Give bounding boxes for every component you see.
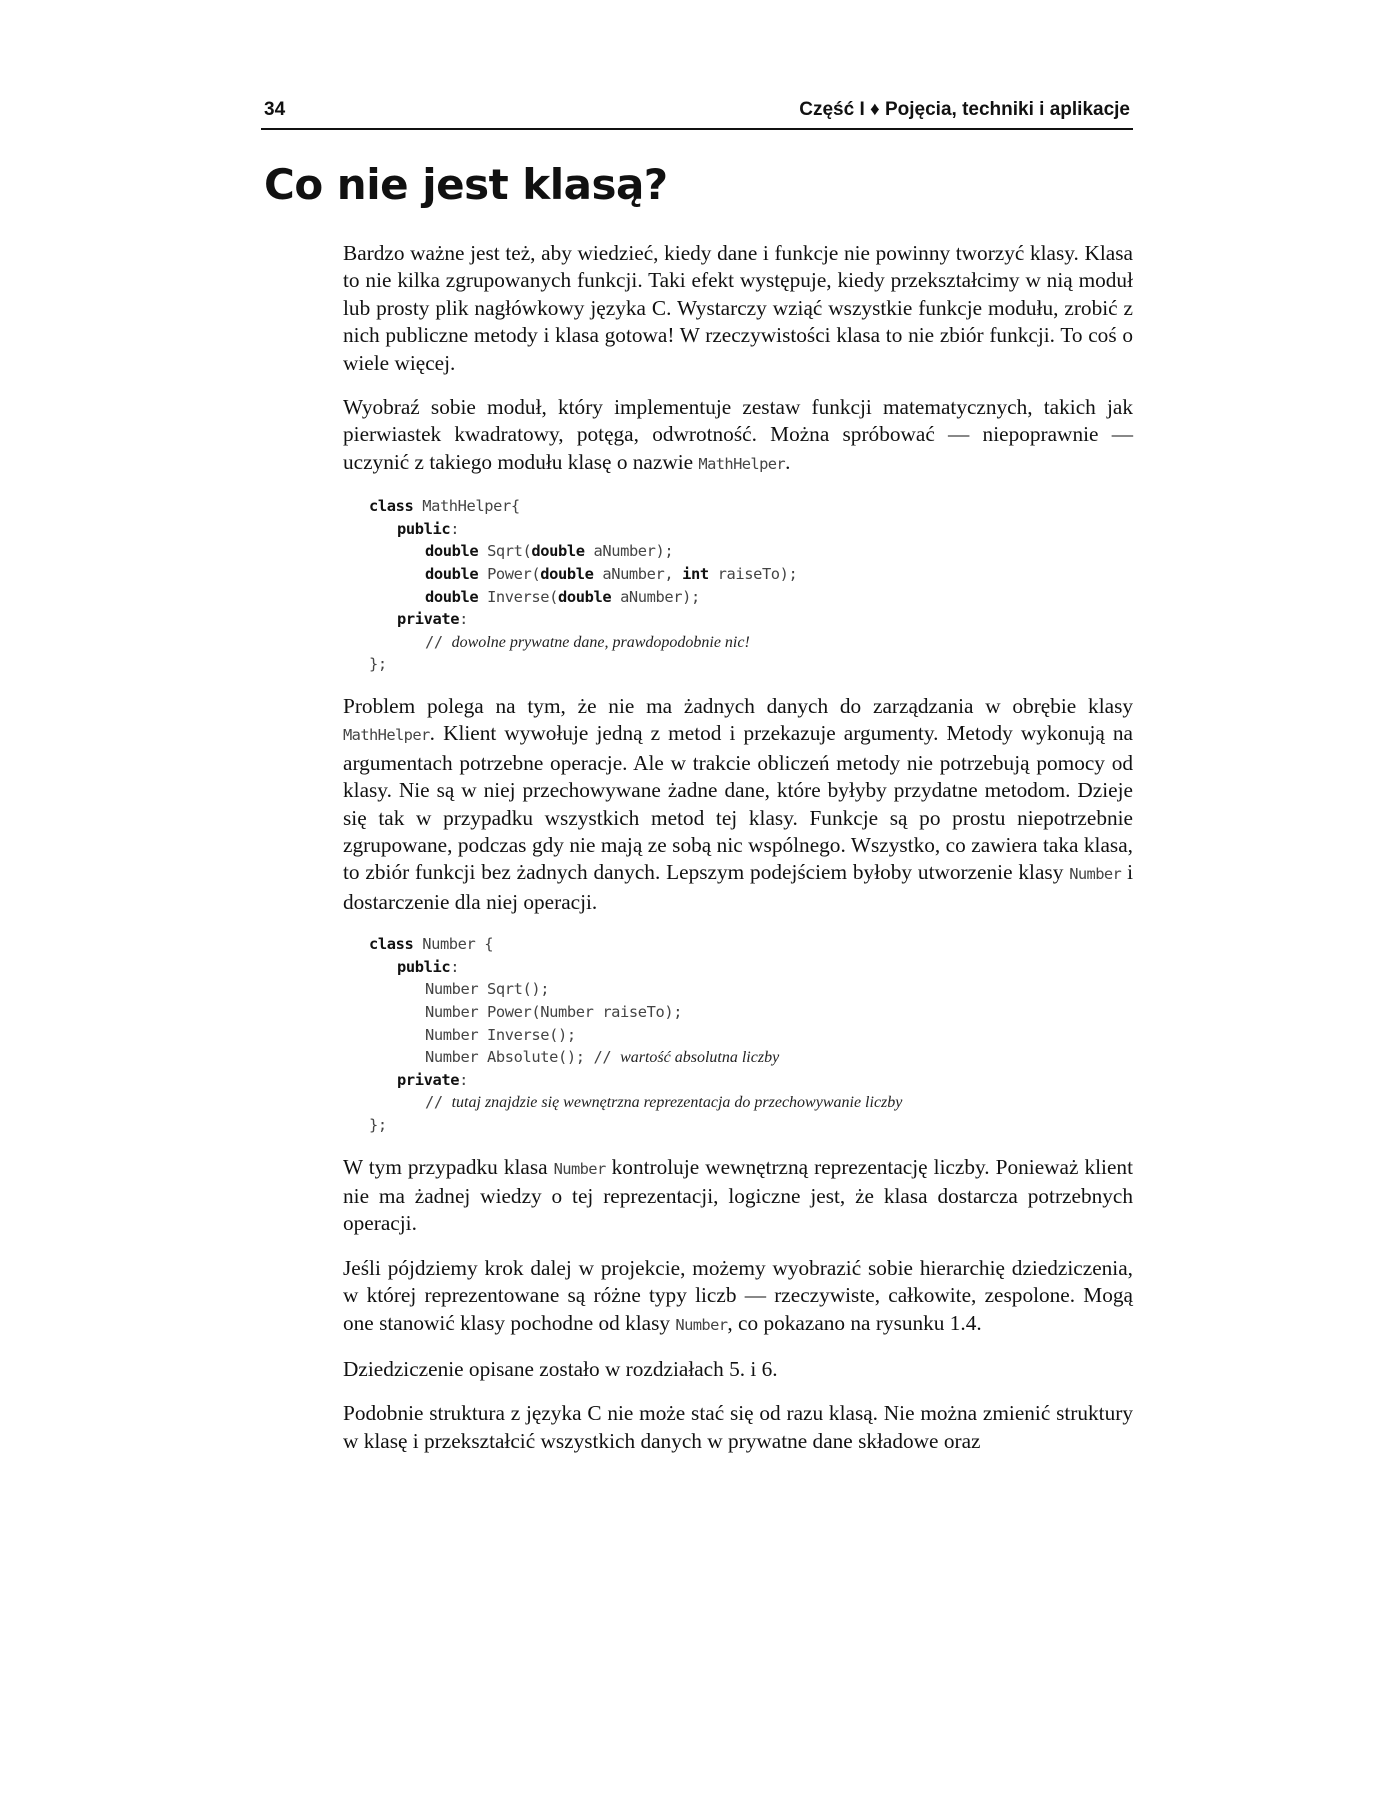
- code-block-mathhelper: [369, 495, 1133, 676]
- code-text: MathHelper{: [413, 497, 520, 516]
- code-line: [369, 653, 1133, 676]
- code-text: :: [450, 957, 460, 976]
- code-text: Sqrt(: [478, 542, 532, 561]
- code-text: :: [450, 519, 460, 538]
- inline-code: MathHelper: [343, 726, 430, 745]
- code-text: :: [459, 610, 468, 629]
- comment-slashes: //: [425, 632, 452, 651]
- code-line: [369, 1046, 1133, 1069]
- code-line: [369, 631, 1133, 654]
- code-line: [369, 978, 1133, 1001]
- text-span: Jeśli pójdziemy krok dalej w projekcie, możemy wyobrazić sobie hierarchię dziedziczenia, w której reprezentowane są różne typy liczb — rzeczywiste, całkowite, zespolone. Mogą one stanowić klasy pochodne od klasy: [343, 1255, 1133, 1335]
- code-keyword: double: [425, 587, 479, 606]
- code-line: [369, 1024, 1133, 1047]
- text-span: kontroluje wewnętrzną reprezentację liczby. Ponieważ klient nie ma żadnej wiedzy o tej reprezentacji, logiczne jest, że klasa dostarcza potrzebnych operacji.: [343, 1154, 1133, 1236]
- code-line: [369, 495, 1133, 518]
- paragraph-3: [343, 693, 1133, 916]
- comment-slashes: //: [425, 1093, 452, 1112]
- inline-code: Number: [1069, 865, 1122, 884]
- code-block-number: [369, 933, 1133, 1136]
- code-text: };: [369, 655, 387, 674]
- page-number: 34: [264, 99, 286, 120]
- section-title: Co nie jest klasą?: [264, 160, 668, 209]
- code-keyword: private: [397, 1070, 460, 1089]
- page-header: [261, 96, 1133, 130]
- code-text: Number Absolute(); //: [425, 1048, 621, 1067]
- code-keyword: class: [369, 497, 414, 516]
- body-text: [343, 240, 1133, 1472]
- code-keyword: public: [397, 957, 451, 976]
- paragraph-6: Dziedziczenie opisane zostało w rozdziałach 5. i 6.: [343, 1357, 778, 1382]
- text-span: W tym przypadku klasa: [343, 1154, 554, 1179]
- code-line: [369, 1091, 1133, 1114]
- code-line: [369, 540, 1133, 563]
- text-span: . Klient wywołuje jedną z metod i przekazuje argumenty. Metody wykonują na argumentach potrzebne operacje. Ale w trakcie obliczeń metody nie potrzebują pomocy od klasy. Nie są w niej przechowywane żadne dane, które byłyby przydatne metodom. Dzieje się tak w przypadku wszystkich metod tej klasy. Funkcje są po prostu niepotrzebnie zgrupowane, podczas gdy nie mają ze sobą nic wspólnego. Wszystko, co zawiera taka klasa, to zbiór funkcji bez żadnych danych. Lepszym podejściem byłoby utworzenie klasy: [343, 721, 1133, 885]
- code-keyword: public: [397, 519, 451, 538]
- code-text: };: [369, 1116, 387, 1134]
- text-span: , co pokazano na rysunku 1.4.: [727, 1310, 982, 1335]
- code-line: [369, 518, 1133, 541]
- code-text: raiseTo);: [708, 565, 798, 584]
- code-text: Number Power(Number raiseTo);: [425, 1003, 683, 1022]
- code-line: [369, 608, 1133, 631]
- code-line: [369, 1069, 1133, 1092]
- paragraph-4: [343, 1154, 1133, 1238]
- code-keyword: class: [369, 935, 414, 954]
- code-comment: dowolne prywatne dane, prawdopodobnie nic!: [451, 633, 750, 651]
- code-line: [369, 956, 1133, 979]
- text-span: Problem polega na tym, że nie ma żadnych danych do zarządzania w obrębie klasy: [343, 694, 1133, 718]
- code-text: Number {: [413, 935, 494, 954]
- paragraph-7: Podobnie struktura z języka C nie może stać się od razu klasą. Nie można zmienić struktury w klasę i przekształcić wszystkich danych w prywatne dane składowe oraz: [343, 1401, 1133, 1453]
- code-comment: tutaj znajdzie się wewnętrzna reprezentacja do przechowywanie liczby: [451, 1094, 903, 1112]
- code-text: Number Inverse();: [425, 1025, 576, 1044]
- paragraph-2: [343, 394, 1133, 478]
- code-keyword: double: [425, 565, 479, 584]
- code-keyword: private: [397, 610, 460, 629]
- code-text: Power(: [478, 565, 541, 584]
- code-line: [369, 933, 1133, 956]
- inline-code: Number: [553, 1159, 606, 1178]
- code-keyword: double: [558, 587, 612, 606]
- code-comment: wartość absolutna liczby: [620, 1049, 780, 1067]
- code-text: Number Sqrt();: [425, 980, 550, 999]
- code-text: aNumber);: [584, 542, 674, 561]
- text-span: Wyobraź sobie moduł, który implementuje zestaw funkcji matematycznych, takich jak pierwiastek kwadratowy, potęga, odwrotność. Można spróbować — niepoprawnie — uczynić z takiego modułu klasę o nazwie: [343, 395, 1133, 474]
- code-keyword: double: [425, 542, 479, 561]
- code-text: aNumber);: [611, 587, 700, 606]
- paragraph-1: Bardzo ważne jest też, aby wiedzieć, kiedy dane i funkcje nie powinny tworzyć klasy. Klasa to nie kilka zgrupowanych funkcji. Taki efekt występuje, kiedy przekształcimy w nią moduł lub prosty plik nagłówkowy języka C. Wystarczy wziąć wszystkie funkcje modułu, zrobić z nich publiczne metody i klasa gotowa! W rzeczywistości klasa to nie zbiór funkcji. To coś o wiele więcej.: [343, 241, 1133, 375]
- inline-code: Number: [675, 1315, 728, 1334]
- code-text: Inverse(: [478, 587, 558, 606]
- code-line: [369, 1114, 1133, 1137]
- text-span: .: [785, 449, 791, 474]
- code-keyword: double: [531, 542, 585, 561]
- code-keyword: int: [682, 565, 709, 584]
- code-text: aNumber,: [593, 565, 683, 584]
- code-line: [369, 1001, 1133, 1024]
- code-keyword: double: [540, 565, 594, 584]
- code-text: :: [459, 1070, 468, 1089]
- paragraph-5: [343, 1255, 1133, 1339]
- inline-code: MathHelper: [698, 454, 786, 473]
- text-span: i dostarczenie dla niej operacji.: [343, 860, 1133, 914]
- code-line: [369, 586, 1133, 609]
- running-head: Część I ♦ Pojęcia, techniki i aplikacje: [799, 99, 1130, 120]
- code-line: [369, 563, 1133, 586]
